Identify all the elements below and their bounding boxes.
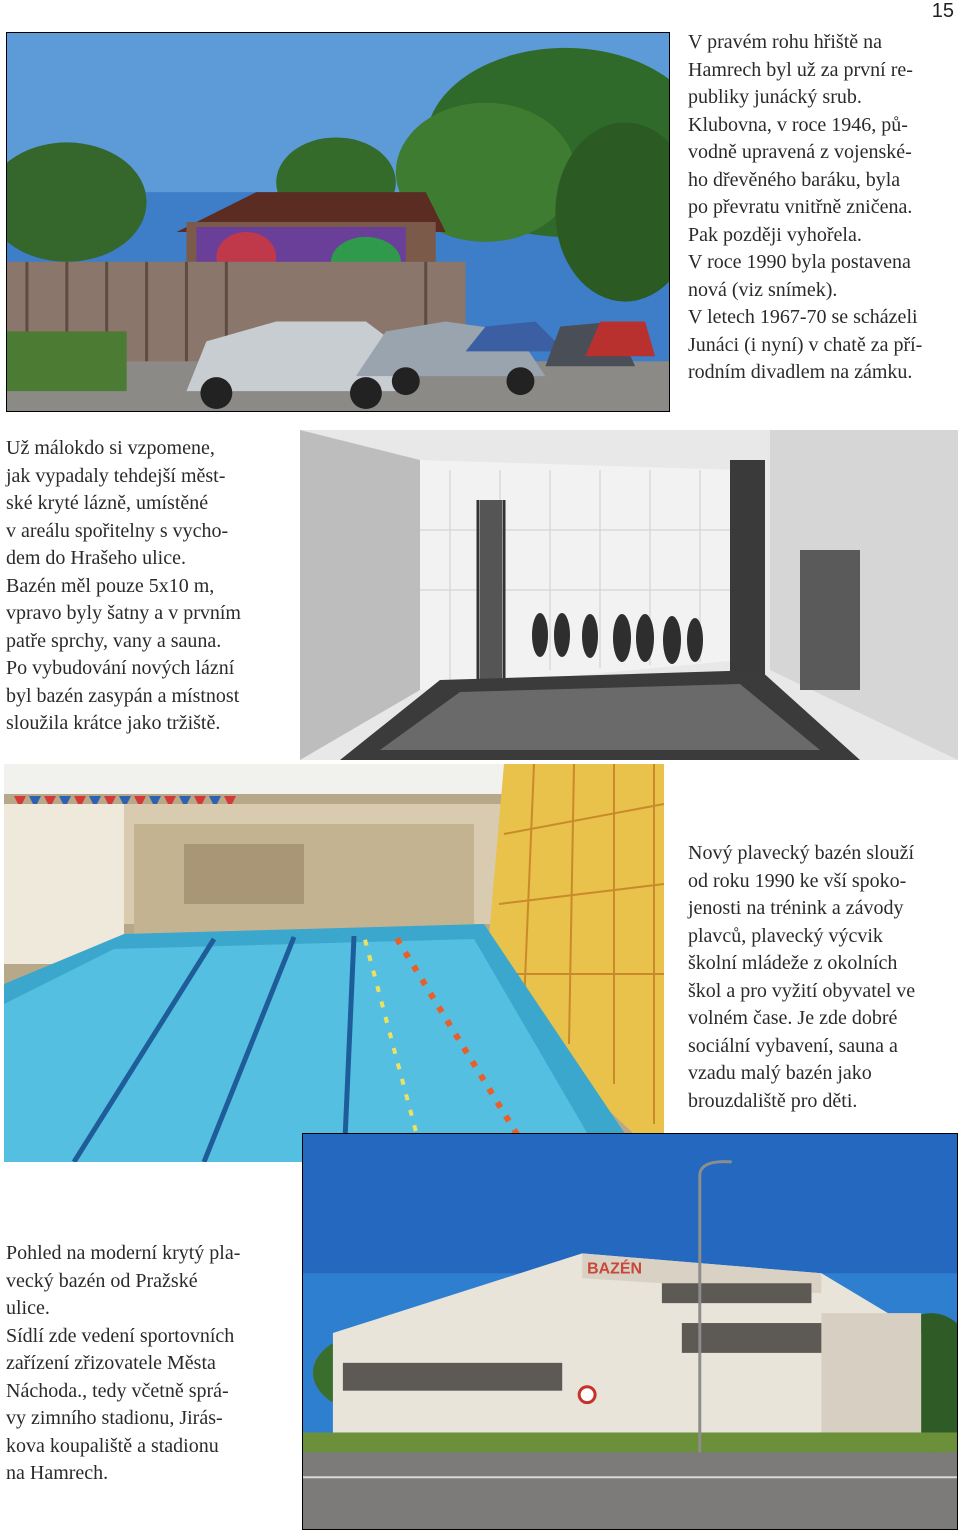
- text-line: Už málokdo si vzpomene,: [6, 437, 215, 459]
- text-line: volném čase. Je zde dobré: [688, 1007, 898, 1029]
- new-pool-text: [688, 840, 956, 1115]
- text-line: zařízení zřizovatele Města: [6, 1352, 216, 1374]
- text-line: sociální vybavení, sauna a: [688, 1034, 898, 1057]
- text-line: nová (viz snímek).: [688, 278, 838, 301]
- text-line: na Hamrech.: [6, 1462, 109, 1484]
- text-line: plavců, plavecký výcvik: [688, 924, 883, 947]
- text-line: ulice.: [6, 1297, 50, 1319]
- text-line: po převratu vnitřně zničena.: [688, 196, 913, 218]
- scout-clubhouse-photo: [6, 32, 670, 412]
- text-line: Náchoda., tedy včetně sprá-: [6, 1379, 229, 1402]
- text-line: brouzdaliště pro děti.: [688, 1089, 858, 1112]
- text-line: rodním divadlem na zámku.: [688, 361, 913, 383]
- old-pool-photo: [300, 430, 958, 760]
- text-line: Bazén měl pouze 5x10 m,: [6, 574, 215, 597]
- text-line: Po vybudování nových lázní: [6, 657, 235, 679]
- scout-clubhouse-text: [688, 29, 954, 387]
- text-line: vecký bazén od Pražské: [6, 1269, 198, 1292]
- text-line: vzadu malý bazén jako: [688, 1062, 872, 1084]
- text-line: vodně upravená z vojenské-: [688, 141, 912, 163]
- text-line: Pohled na moderní krytý pla-: [6, 1242, 241, 1264]
- text-line: ho dřevěného baráku, byla: [688, 168, 901, 191]
- text-line: ské kryté lázně, umístěné: [6, 492, 209, 514]
- text-line: V roce 1990 byla postavena: [688, 251, 911, 273]
- text-line: Klubovna, v roce 1946, pů-: [688, 113, 908, 136]
- text-line: patře sprchy, vany a sauna.: [6, 629, 222, 652]
- text-line: jak vypadaly tehdejší měst-: [6, 464, 226, 487]
- text-line: Hamrech byl už za první re-: [688, 58, 913, 81]
- text-line: dem do Hrašeho ulice.: [6, 547, 186, 569]
- text-line: publiky junácký srub.: [688, 86, 862, 108]
- text-line: Sídlí zde vedení sportovních: [6, 1324, 235, 1347]
- text-line: Junáci (i nyní) v chatě za pří-: [688, 333, 923, 356]
- text-line: školní mládeže z okolních: [688, 952, 898, 974]
- text-line: Nový plavecký bazén slouží: [688, 842, 915, 864]
- text-line: Pak později vyhořela.: [688, 223, 862, 246]
- text-line: škol a pro vyžití obyvatel ve: [688, 979, 916, 1002]
- pool-building-photo: [302, 1133, 958, 1530]
- pool-building-text: [6, 1240, 276, 1488]
- text-line: byl bazén zasypán a místnost: [6, 684, 240, 707]
- page-number: 15: [931, 0, 954, 22]
- building-sign: BAZÉN: [587, 1260, 643, 1278]
- text-line: kova koupaliště a stadionu: [6, 1434, 219, 1457]
- new-pool-photo: [4, 764, 664, 1162]
- old-pool-text: [6, 435, 278, 738]
- text-line: sloužila krátce jako tržiště.: [6, 712, 221, 734]
- text-line: od roku 1990 ke vší spoko-: [688, 869, 907, 892]
- text-line: jenosti na trénink a závody: [688, 897, 904, 919]
- text-line: V letech 1967-70 se scházeli: [688, 306, 918, 328]
- text-line: vpravo byly šatny a v prvním: [6, 602, 241, 624]
- text-line: vy zimního stadionu, Jirás-: [6, 1407, 223, 1429]
- text-line: V pravém rohu hřiště na: [688, 31, 883, 53]
- text-line: v areálu spořitelny s vycho-: [6, 519, 229, 542]
